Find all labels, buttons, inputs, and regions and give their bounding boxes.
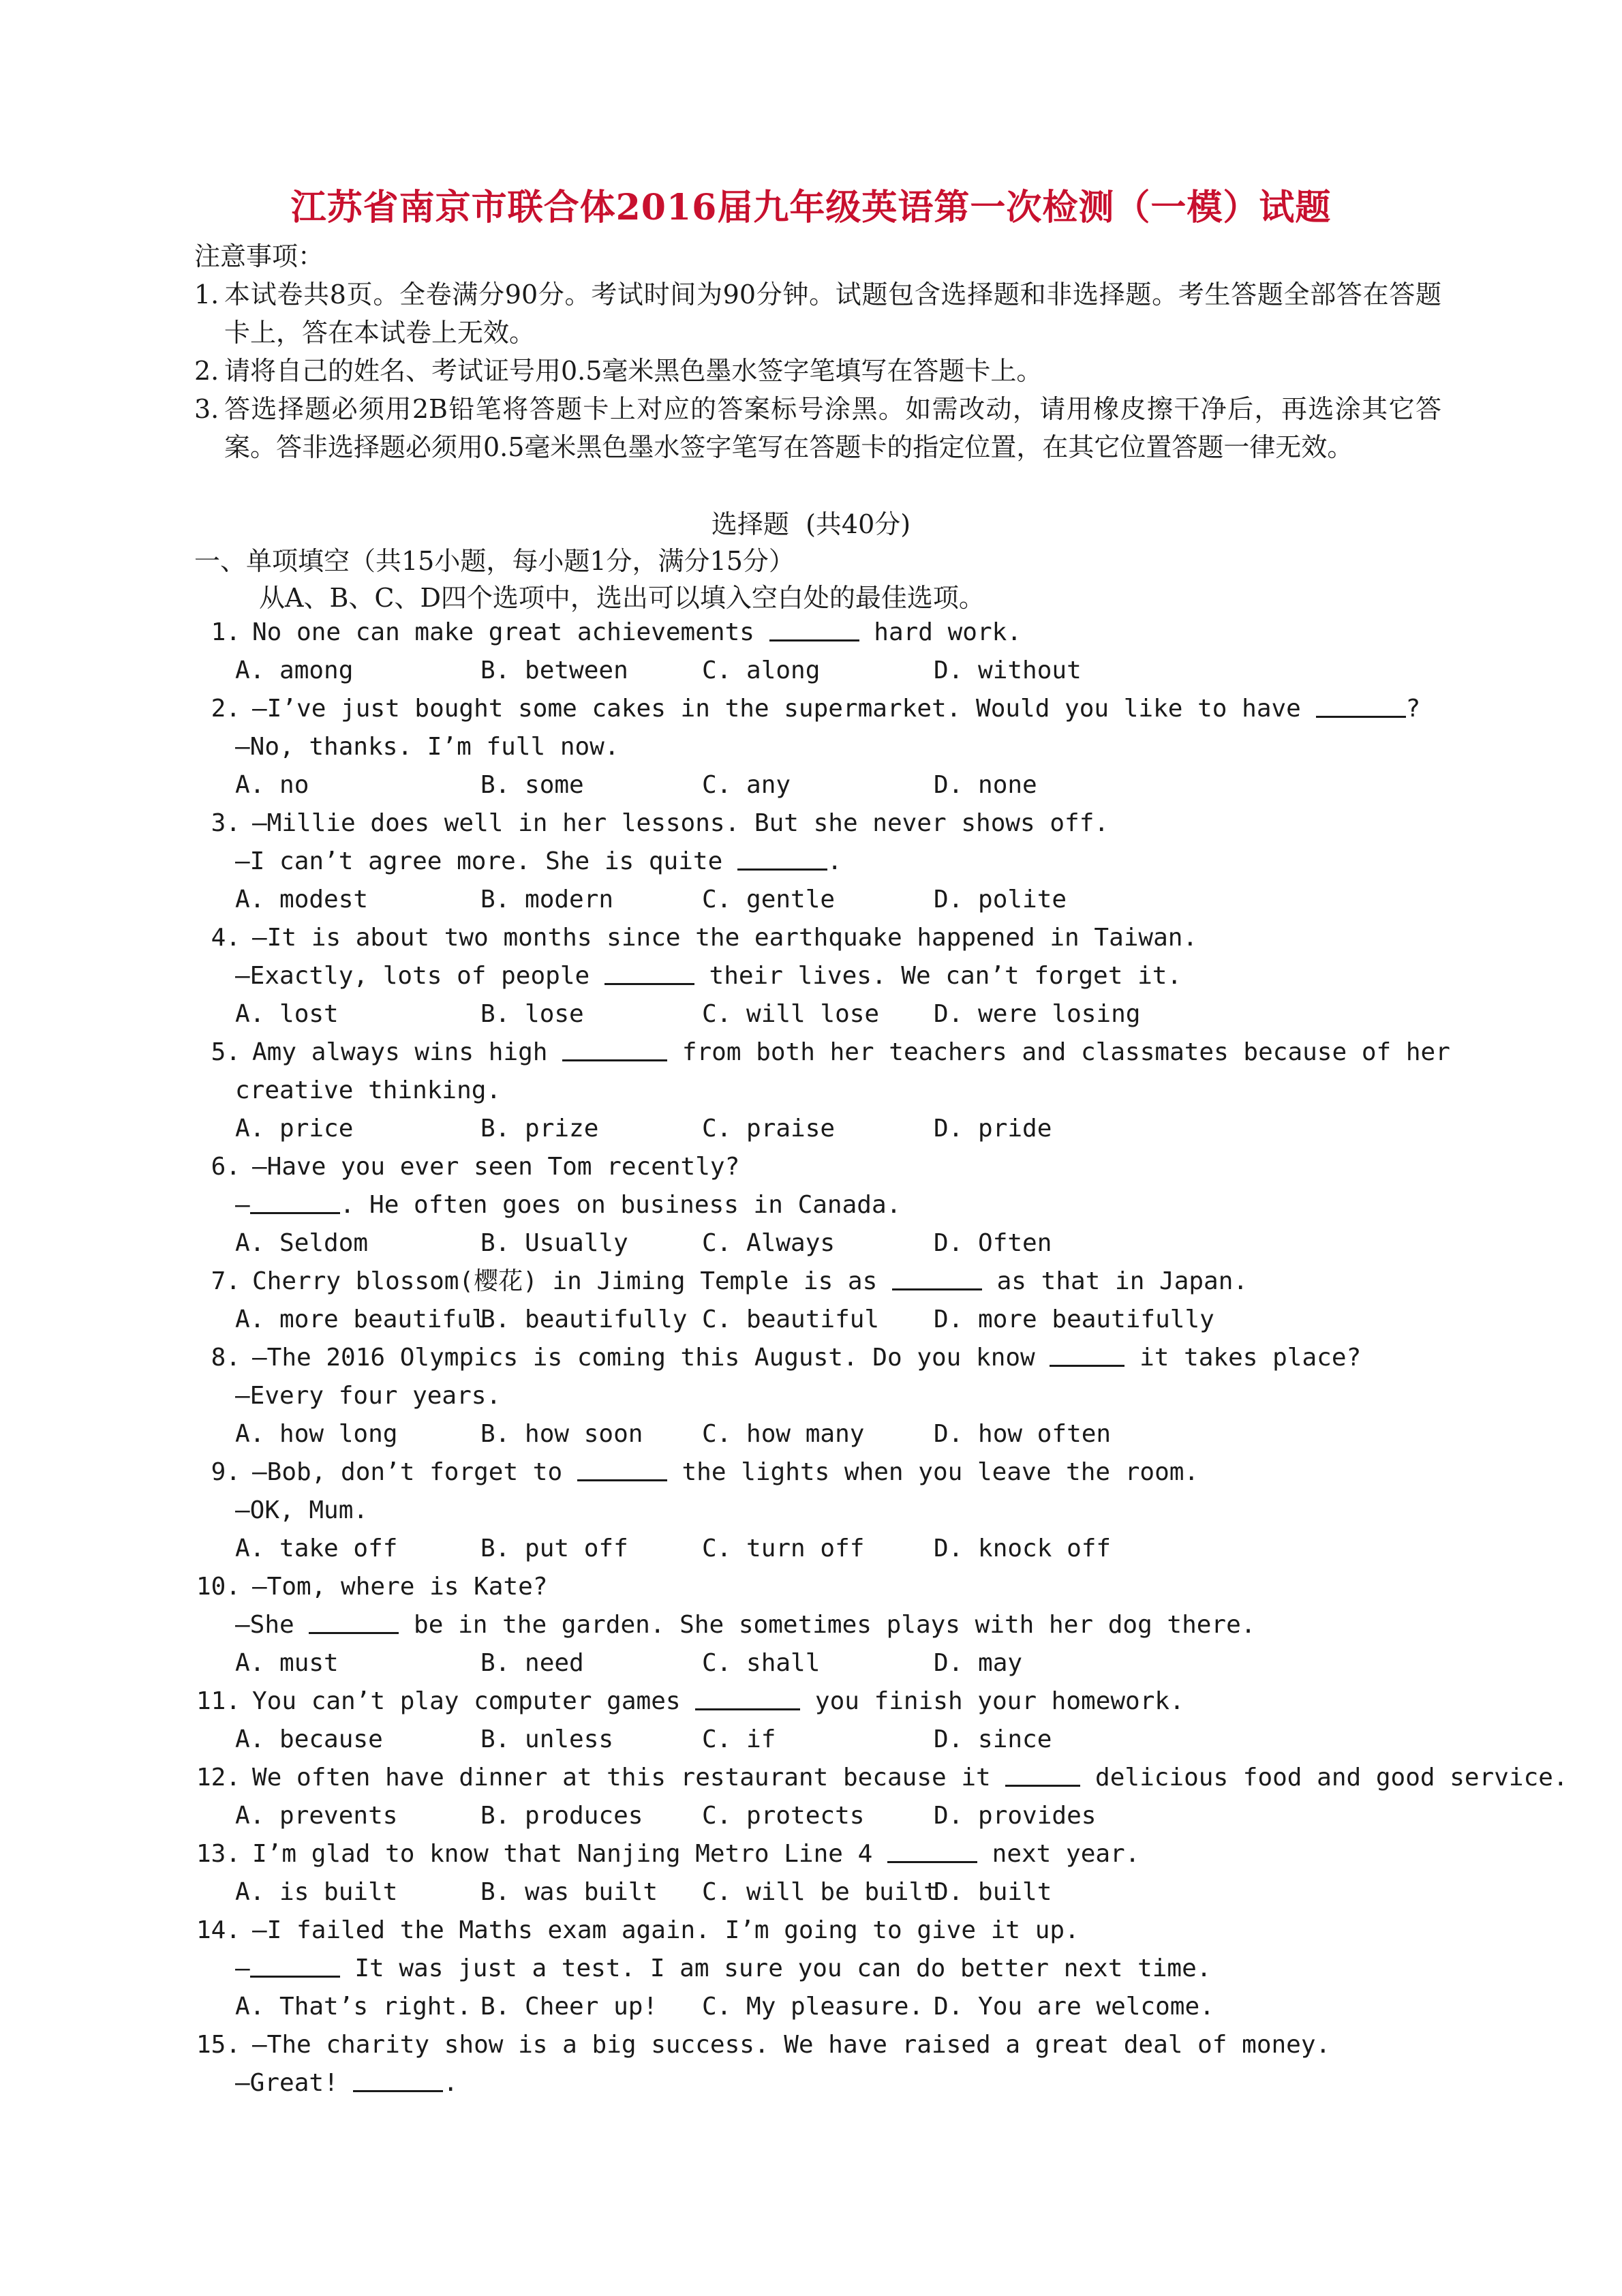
text-before: I’m glad to know that Nanjing Metro Line 4: [252, 1840, 887, 1868]
note-text: 答选择题必须用2B铅笔将答题卡上对应的答案标号涂黑。如需改动，请用橡皮擦干净后，再选涂其它答案。答非选择题必须用0.5毫米黑色墨水签字笔写在答题卡的指定位置，在其它位置答题一律无效。: [224, 394, 1441, 462]
answer-option: D. how often: [934, 1420, 1112, 1448]
question-text: [252, 1148, 739, 1186]
question-stem: [194, 1148, 1448, 1186]
question-number: 13.: [196, 1840, 241, 1868]
question-stem: [194, 1682, 1448, 1721]
question-text: [252, 1682, 1184, 1721]
question-number: 10.: [196, 1573, 241, 1601]
options-row: [194, 1873, 1448, 1912]
text-before: —The 2016 Olympics is coming this August. Do you know: [252, 1344, 1050, 1372]
answer-option: C. will be built: [702, 1878, 938, 1906]
answer-blank: [887, 1837, 977, 1863]
answer-option: A. lost: [235, 1000, 339, 1028]
question-stem: [194, 1033, 1448, 1072]
question-item: [194, 1682, 1448, 1759]
question-item: [194, 1568, 1448, 1682]
question-stem: [194, 2026, 1448, 2064]
text-before: —I can’t agree more. She is quite: [235, 847, 737, 875]
note-number: 1.: [194, 280, 219, 309]
question-text: [252, 690, 1420, 728]
answer-option: A. modest: [235, 886, 369, 913]
answer-option: D. were losing: [934, 1000, 1141, 1028]
text-before: We often have dinner at this restaurant because it: [252, 1764, 1006, 1792]
page-title: 江苏省南京市联合体2016届九年级英语第一次检测（一模）试题: [290, 187, 1332, 228]
dialogue-line: [194, 1492, 1448, 1530]
answer-blank: [353, 2066, 443, 2092]
text-before: —No, thanks. I’m full now.: [235, 733, 619, 761]
answer-blank: [1050, 1340, 1124, 1367]
question-stem: [194, 690, 1448, 728]
text-before: —Great!: [235, 2069, 354, 2097]
answer-option: B. Usually: [480, 1229, 628, 1257]
answer-option: B. some: [480, 771, 584, 799]
answer-option: C. gentle: [702, 886, 836, 913]
question-text: [235, 1606, 1255, 1644]
text-after: you finish your homework.: [800, 1687, 1184, 1715]
answer-option: D. without: [934, 656, 1082, 684]
text-after: from both her teachers and classmates because of her: [667, 1038, 1450, 1066]
question-text: [252, 1912, 1080, 1950]
text-before: Amy always wins high: [252, 1038, 563, 1066]
answer-option: B. prize: [480, 1115, 599, 1143]
text-after: . He often goes on business in Canada.: [339, 1191, 902, 1219]
answer-option: A. Seldom: [235, 1229, 369, 1257]
text-after: ?: [1405, 695, 1421, 723]
question-number: 1.: [211, 618, 241, 646]
answer-option: A. price: [235, 1115, 354, 1143]
text-before: —It is about two months since the earthquake happened in Taiwan.: [252, 924, 1198, 952]
question-text: [252, 614, 1022, 652]
answer-option: C. praise: [702, 1115, 836, 1143]
text-before: —: [235, 1954, 250, 1982]
question-text: [252, 1568, 547, 1606]
answer-option: D. You are welcome.: [934, 1993, 1214, 2021]
question-text: [252, 1759, 1568, 1797]
question-stem: [194, 1759, 1568, 1797]
answer-option: C. shall: [702, 1649, 821, 1677]
question-text: [235, 1072, 501, 1110]
question-item: [194, 690, 1448, 804]
note-item: [194, 352, 1441, 390]
dialogue-line: [194, 2064, 1448, 2102]
text-before: —: [235, 1191, 250, 1219]
question-list: [194, 614, 1568, 2102]
options-row: [194, 995, 1448, 1033]
dialogue-line: [194, 1186, 1448, 1224]
answer-option: D. Often: [934, 1229, 1052, 1257]
question-stem: [194, 1339, 1448, 1377]
options-row: [194, 1224, 1448, 1263]
question-stem: [194, 1835, 1448, 1873]
note-text: 本试卷共8页。全卷满分90分。考试时间为90分钟。试题包含选择题和非选择题。考生答题全部答在答题卡上，答在本试卷上无效。: [224, 280, 1441, 348]
section-title: 选择题 (共40分): [711, 509, 911, 539]
options-row: [194, 1110, 1448, 1148]
text-after: their lives. We can’t forget it.: [694, 962, 1182, 990]
question-number: 12.: [196, 1764, 241, 1792]
part-title: 一、单项填空（共15小题，每小题1分，满分15分）: [194, 546, 795, 576]
text-before: Cherry blossom(樱花) in Jiming Temple is as: [252, 1267, 892, 1295]
text-before: You can’t play computer games: [252, 1687, 696, 1715]
answer-option: D. polite: [934, 886, 1067, 913]
answer-option: B. beautifully: [480, 1305, 688, 1333]
text-before: —Millie does well in her lessons. But she never shows off.: [252, 809, 1110, 837]
answer-option: A. must: [235, 1649, 339, 1677]
question-stem: [194, 1263, 1448, 1301]
question-number: 7.: [211, 1267, 241, 1295]
answer-option: C. Always: [702, 1229, 836, 1257]
options-row: [194, 1797, 1448, 1835]
question-item: [194, 1835, 1448, 1912]
text-after: be in the garden. She sometimes plays with her dog there.: [399, 1611, 1256, 1639]
answer-blank: [577, 1455, 667, 1481]
answer-option: A. prevents: [235, 1802, 398, 1830]
dialogue-line: [194, 1606, 1448, 1644]
options-row: [194, 1721, 1448, 1759]
answer-option: C. will lose: [702, 1000, 880, 1028]
answer-option: C. along: [702, 656, 821, 684]
answer-option: B. put off: [480, 1535, 628, 1562]
answer-option: C. any: [702, 771, 791, 799]
answer-blank: [250, 1188, 340, 1214]
answer-option: D. pride: [934, 1115, 1052, 1143]
question-number: 14.: [196, 1916, 241, 1944]
answer-blank: [892, 1264, 982, 1290]
note-number: 3.: [194, 394, 219, 424]
text-after: hard work.: [859, 618, 1022, 646]
question-stem: [194, 1568, 1448, 1606]
question-number: 8.: [211, 1344, 241, 1372]
answer-option: B. how soon: [480, 1420, 643, 1448]
text-after: .: [827, 847, 842, 875]
answer-option: B. modern: [480, 886, 614, 913]
question-item: [194, 1033, 1448, 1148]
question-text: [252, 919, 1197, 957]
options-row: [194, 1644, 1448, 1682]
note-text: 请将自己的姓名、考试证号用0.5毫米黑色墨水签字笔填写在答题卡上。: [224, 356, 1043, 386]
question-item: [194, 919, 1448, 1033]
answer-option: A. no: [235, 771, 309, 799]
text-after: .: [443, 2069, 459, 2097]
text-before: —Bob, don’t forget to: [252, 1458, 577, 1486]
note-item: [194, 390, 1441, 466]
options-row: [194, 1301, 1448, 1339]
options-row: [194, 652, 1448, 690]
answer-option: A. more beautiful: [235, 1305, 487, 1333]
question-number: 6.: [211, 1153, 241, 1181]
answer-option: A. how long: [235, 1420, 398, 1448]
answer-option: A. among: [235, 656, 354, 684]
question-text: [252, 804, 1109, 843]
question-item: [194, 2026, 1448, 2102]
answer-option: D. may: [934, 1649, 1023, 1677]
answer-option: A. take off: [235, 1535, 398, 1562]
text-before: No one can make great achievements: [252, 618, 769, 646]
answer-blank: [605, 958, 694, 985]
text-after: delicious food and good service.: [1080, 1764, 1568, 1792]
question-number: 11.: [196, 1687, 241, 1715]
question-stem: [194, 919, 1448, 957]
options-row: [194, 1530, 1448, 1568]
answer-option: C. My pleasure.: [702, 1993, 924, 2021]
question-stem: [194, 1453, 1448, 1492]
text-before: —Have you ever seen Tom recently?: [252, 1153, 740, 1181]
answer-option: A. is built: [235, 1878, 398, 1906]
answer-option: C. turn off: [702, 1535, 865, 1562]
note-number: 2.: [194, 356, 219, 386]
options-row: [194, 1415, 1448, 1453]
question-number: 3.: [211, 809, 241, 837]
question-number: 9.: [211, 1458, 241, 1486]
answer-option: A. because: [235, 1725, 383, 1753]
text-before: —Tom, where is Kate?: [252, 1573, 548, 1601]
answer-option: B. was built: [480, 1878, 658, 1906]
question-item: [194, 1339, 1448, 1453]
options-row: [194, 881, 1448, 919]
answer-option: D. none: [934, 771, 1037, 799]
answer-option: B. produces: [480, 1802, 643, 1830]
answer-blank: [1005, 1760, 1080, 1787]
question-number: 5.: [211, 1038, 241, 1066]
text-before: —The charity show is a big success. We have raised a great deal of money.: [252, 2031, 1331, 2059]
question-text: [252, 1033, 1450, 1072]
question-text: [235, 1377, 501, 1415]
question-item: [194, 1912, 1448, 2026]
answer-option: B. between: [480, 656, 628, 684]
question-item: [194, 1453, 1448, 1568]
text-after: as that in Japan.: [981, 1267, 1249, 1295]
answer-option: B. Cheer up!: [480, 1993, 658, 2021]
answer-blank: [1316, 691, 1406, 718]
answer-option: B. need: [480, 1649, 584, 1677]
question-text: [252, 1453, 1199, 1492]
answer-option: C. how many: [702, 1420, 865, 1448]
options-row: [194, 766, 1448, 804]
answer-blank: [309, 1607, 399, 1634]
text-after: next year.: [977, 1840, 1140, 1868]
question-number: 15.: [196, 2031, 241, 2059]
text-after: the lights when you leave the room.: [667, 1458, 1199, 1486]
text-after: it takes place?: [1124, 1344, 1362, 1372]
text-before: creative thinking.: [235, 1076, 502, 1104]
text-before: —She: [235, 1611, 309, 1639]
note-item: [194, 275, 1441, 352]
answer-blank: [250, 1951, 340, 1978]
question-text: [235, 1186, 901, 1224]
question-text: [235, 1492, 368, 1530]
question-text: [235, 957, 1182, 995]
answer-blank: [737, 844, 827, 871]
question-item: [194, 804, 1448, 919]
options-row: [194, 1988, 1448, 2026]
question-item: [194, 1263, 1448, 1339]
answer-option: C. if: [702, 1725, 776, 1753]
dialogue-line: [194, 728, 1448, 766]
answer-option: A. That’s right.: [235, 1993, 472, 2021]
answer-option: D. provides: [934, 1802, 1097, 1830]
answer-option: D. built: [934, 1878, 1052, 1906]
answer-option: B. lose: [480, 1000, 584, 1028]
answer-option: C. beautiful: [702, 1305, 880, 1333]
text-before: —Exactly, lots of people: [235, 962, 605, 990]
question-item: [194, 614, 1448, 690]
text-before: —I’ve just bought some cakes in the supermarket. Would you like to have: [252, 695, 1316, 723]
question-item: [194, 1759, 1568, 1835]
text-before: —OK, Mum.: [235, 1496, 369, 1524]
question-text: [252, 1835, 1139, 1873]
answer-blank: [562, 1035, 667, 1061]
question-text: [252, 1339, 1361, 1377]
answer-option: D. knock off: [934, 1535, 1112, 1562]
notes-block: [194, 237, 1441, 466]
dialogue-line: [194, 957, 1448, 995]
answer-blank: [769, 615, 859, 641]
question-text: [252, 2026, 1330, 2064]
answer-blank: [695, 1684, 800, 1710]
dialogue-line: [194, 1377, 1448, 1415]
notes-heading: 注意事项：: [194, 241, 324, 271]
text-before: —I failed the Maths exam again. I’m going to give it up.: [252, 1916, 1080, 1944]
question-stem: [194, 1912, 1448, 1950]
part-instruction: 从A、B、C、D四个选项中，选出可以填入空白处的最佳选项。: [259, 583, 985, 613]
question-text: [235, 843, 842, 881]
question-text: [235, 728, 619, 766]
text-after: It was just a test. I am sure you can do better next time.: [339, 1954, 1212, 1982]
question-text: [252, 1263, 1248, 1301]
question-item: [194, 1148, 1448, 1263]
question-stem: [194, 804, 1448, 843]
answer-option: D. since: [934, 1725, 1052, 1753]
dialogue-line: [194, 1072, 1448, 1110]
question-text: [235, 2064, 458, 2102]
question-text: [235, 1950, 1211, 1988]
dialogue-line: [194, 843, 1448, 881]
answer-option: D. more beautifully: [934, 1305, 1214, 1333]
question-number: 2.: [211, 695, 241, 723]
answer-option: B. unless: [480, 1725, 614, 1753]
question-number: 4.: [211, 924, 241, 952]
question-stem: [194, 614, 1448, 652]
dialogue-line: [194, 1950, 1448, 1988]
answer-option: C. protects: [702, 1802, 865, 1830]
text-before: —Every four years.: [235, 1382, 502, 1410]
